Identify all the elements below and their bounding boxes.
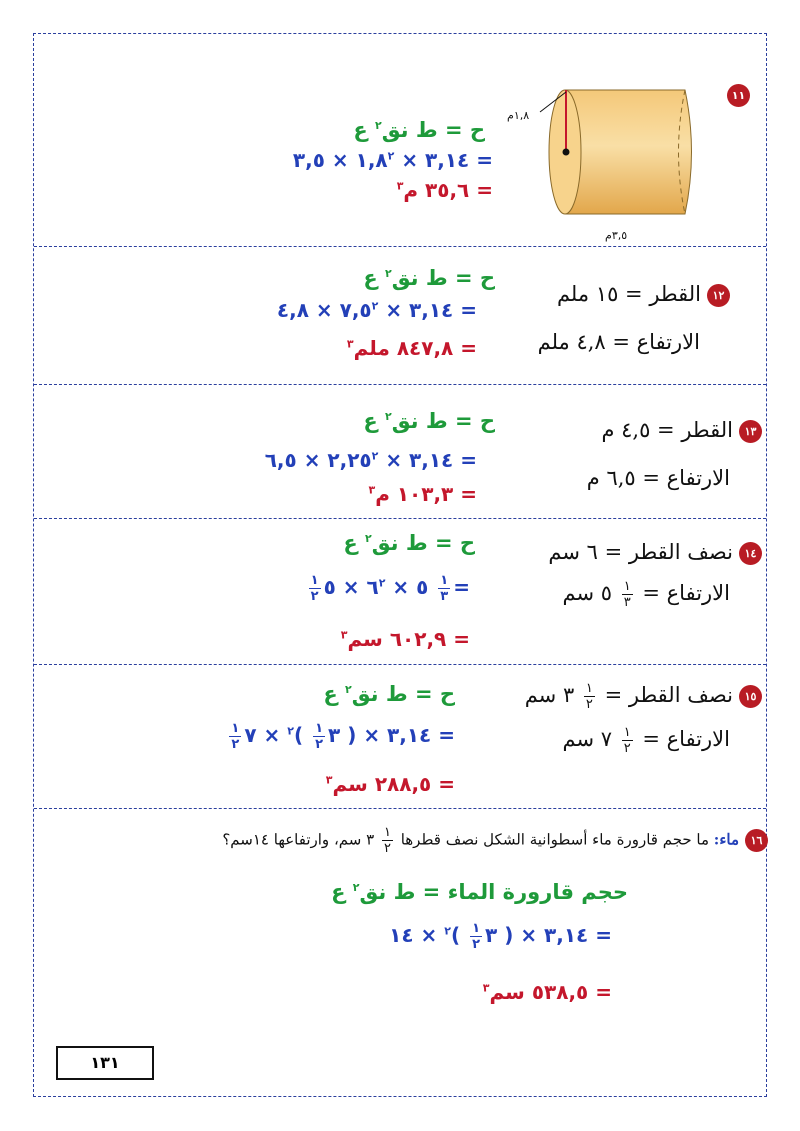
cylinder-figure bbox=[500, 80, 720, 250]
given-14-height: الارتفاع = $\frac{١}{٣}$ ٥ سم bbox=[562, 579, 730, 610]
given-15-height: الارتفاع = $\frac{١}{٢}$ ٧ سم bbox=[562, 725, 730, 756]
separator bbox=[34, 384, 766, 385]
step-13: = ٣,١٤ × $٢,٢٥^٢$ × ٦,٥ bbox=[264, 448, 477, 472]
formula-14: ح = ط نق$^٢$ ع bbox=[343, 531, 475, 555]
step-12: = ٣,١٤ × $٧,٥^٢$ × ٤,٨ bbox=[276, 298, 477, 322]
step-11: = ٣,١٤ × $١,٨^٢$ × ٣,٥ bbox=[292, 148, 493, 172]
radius-label: ١,٨م bbox=[507, 109, 530, 122]
question-number-13: ١٣ bbox=[739, 420, 762, 443]
page-number: ١٣١ bbox=[56, 1046, 154, 1080]
step-16: = ٣,١٤ × ( ٣ $\frac{١}{٢}$ )$^٢$ × ١٤ bbox=[389, 921, 612, 952]
question-number-15: ١٥ bbox=[739, 685, 762, 708]
formula-11: ح = ط نق$^٢$ ع bbox=[353, 118, 485, 142]
result-16: = ٥٣٨,٥ سم$^٣$ bbox=[482, 980, 612, 1004]
height-label: ٣,٥م bbox=[605, 229, 628, 242]
separator bbox=[34, 518, 766, 519]
question-16: ١٦ماء: ما حجم قارورة ماء أسطوانية الشكل نصف قطرها $\frac{١}{٢}$ ٣ سم، وارتفاعها ١٤سم؟ bbox=[100, 826, 768, 855]
question-number-12: ١٢ bbox=[707, 284, 730, 307]
step-14: = $\frac{١}{٣}$ ٥ × $٦^٢$ × ٥ $\frac{١}{٢}$ bbox=[310, 573, 470, 604]
formula-12: ح = ط نق$^٢$ ع bbox=[363, 266, 495, 290]
result-14: = ٦٠٢,٩ سم$^٣$ bbox=[340, 627, 470, 651]
question-16-label: ماء: bbox=[713, 830, 739, 849]
formula-16: حجم قارورة الماء = ط نق$^٢$ ع bbox=[331, 880, 628, 904]
formula-13: ح = ط نق$^٢$ ع bbox=[363, 409, 495, 433]
given-14-radius: ١٤نصف القطر = ٦ سم bbox=[548, 540, 762, 565]
given-12-diameter: ١٢القطر = ١٥ ملم bbox=[557, 282, 730, 307]
given-13-height: الارتفاع = ٦,٥ م bbox=[586, 466, 730, 490]
result-12: = ٨٤٧,٨ ملم$^٣$ bbox=[346, 336, 477, 360]
question-number-11: ١١ bbox=[727, 84, 750, 107]
question-number-16: ١٦ bbox=[745, 829, 768, 852]
formula-15: ح = ط نق$^٢$ ع bbox=[323, 682, 455, 706]
result-11: = ٣٥,٦ م$^٣$ bbox=[396, 178, 493, 202]
result-13: = ١٠٣,٣ م$^٣$ bbox=[368, 482, 477, 506]
separator bbox=[34, 664, 766, 665]
given-12-height: الارتفاع = ٤,٨ ملم bbox=[537, 330, 700, 354]
given-15-radius: ١٥نصف القطر = $\frac{١}{٢}$ ٣ سم bbox=[525, 682, 762, 711]
result-15: = ٢٨٨,٥ سم$^٣$ bbox=[325, 772, 455, 796]
question-number-14: ١٤ bbox=[739, 542, 762, 565]
step-15: = ٣,١٤ × ( ٣ $\frac{١}{٢}$ )$^٢$ × ٧ $\frac{١}{٢}$ bbox=[231, 721, 455, 752]
given-13-diameter: ١٣القطر = ٤,٥ م bbox=[601, 418, 762, 443]
separator bbox=[34, 808, 766, 809]
